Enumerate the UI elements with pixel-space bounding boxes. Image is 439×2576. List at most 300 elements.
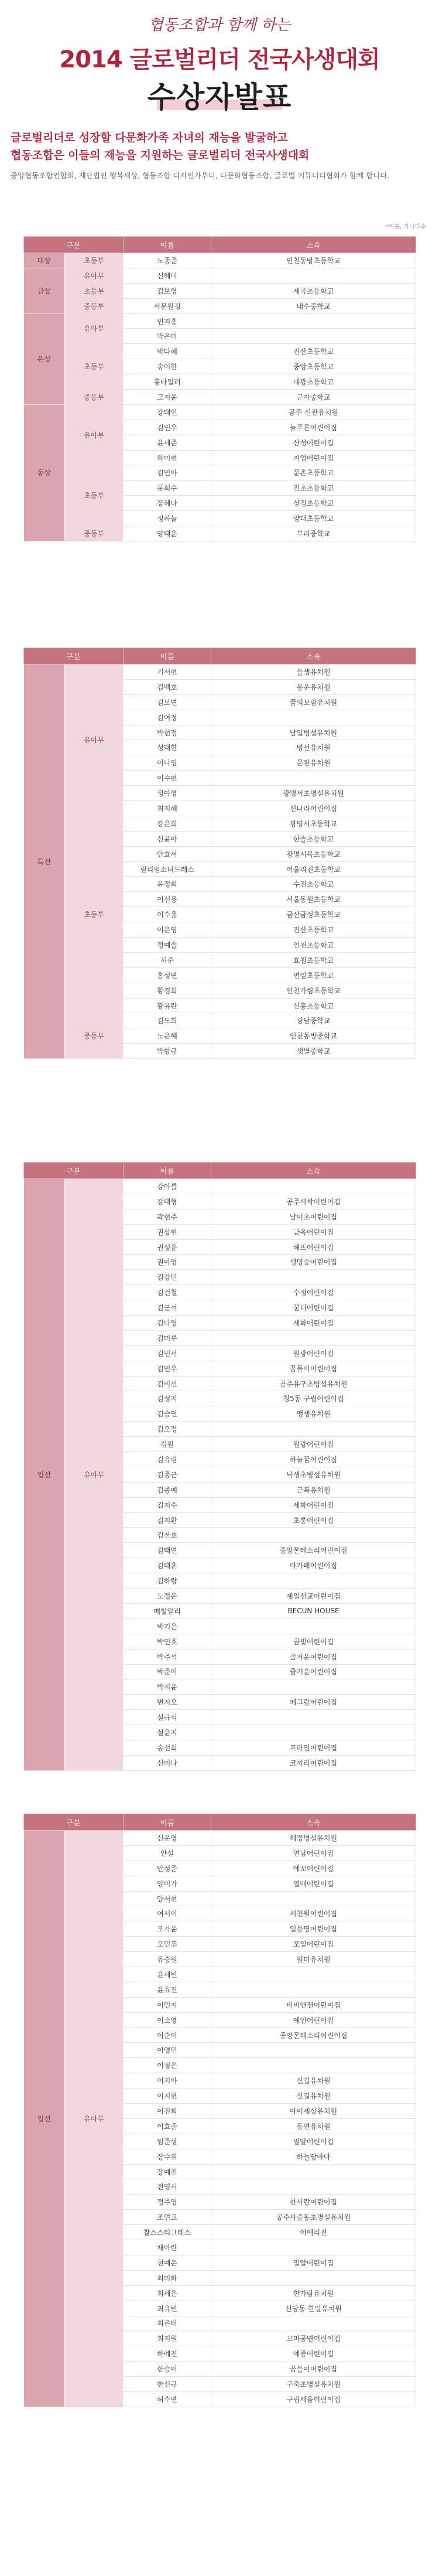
affiliation-cell: 꿈돌이어린이집 (211, 1361, 416, 1376)
affiliation-header: 소속 (211, 648, 416, 665)
page-title (0, 74, 439, 116)
award-cell: 입선 (24, 1179, 65, 1771)
affiliation-cell: 면일초등학교 (211, 967, 416, 983)
affiliation-cell: 인천동방초등학교 (211, 253, 416, 268)
affiliation-cell: 신길유치원 (211, 2088, 416, 2104)
affiliation-cell: 한솔초등학교 (211, 831, 416, 846)
winner-name-cell: 김민아 (124, 465, 211, 481)
affiliation-cell: 어울리진초등학교 (211, 861, 416, 877)
winner-name-cell: 박다혜 (124, 344, 211, 359)
affiliation-cell: 낙생초병설유치원 (211, 1467, 416, 1482)
affiliation-cell: 밀알어린이집 (211, 2134, 416, 2149)
affiliation-cell: 수정어린이집 (211, 1285, 416, 1300)
affiliation-cell (211, 1679, 416, 1695)
winner-name-cell: 양태운 (124, 526, 211, 541)
affiliation-cell: 프라임어린이집 (211, 1740, 416, 1755)
affiliation-cell: 열매어린이집 (211, 1876, 416, 1891)
winner-name-cell: 임준성 (124, 2134, 211, 2149)
division-cell: 유아부 (65, 404, 124, 465)
winner-name-cell: 이수용 (124, 907, 211, 922)
winner-name-cell: 허수연 (124, 2391, 211, 2407)
winner-name-cell: 이나영 (124, 755, 211, 771)
winner-name-cell: 박민호 (124, 1634, 211, 1649)
winner-name-cell: 이효준 (124, 2118, 211, 2134)
affiliation-cell: 세화어린이집 (211, 1497, 416, 1512)
affiliation-cell: 인천가림초등학교 (211, 983, 416, 998)
winner-name-cell: 오민후 (124, 1937, 211, 1952)
affiliation-cell: BECUN HOUSE (211, 1603, 416, 1618)
winner-name-cell: 장예진 (124, 2164, 211, 2179)
table-row (24, 268, 416, 283)
affiliation-cell: 남일병설유치원 (211, 725, 416, 740)
winner-name-cell: 김백호 (124, 679, 211, 694)
affiliation-cell: 지엄어린이집 (211, 450, 416, 465)
affiliation-cell: 원광어린이집 (211, 1437, 416, 1452)
affiliation-cell (211, 1179, 416, 1194)
winner-name-cell: 한승이 (124, 2362, 211, 2377)
winner-name-cell: 송이한 (124, 359, 211, 374)
award-cell: 대상 (24, 253, 65, 268)
affiliation-cell: 초롱어린이집 (211, 1512, 416, 1528)
winner-name-cell: 채아란 (124, 2240, 211, 2255)
winner-name-cell: 양미가 (124, 1876, 211, 1891)
winner-name-cell: 박향규 (124, 1044, 211, 1059)
affiliation-cell (211, 2270, 416, 2285)
winner-name-cell: 안효서 (124, 846, 211, 861)
affiliation-cell: 중앙몬테소리어린이집 (211, 2028, 416, 2043)
table-row (24, 314, 416, 329)
affiliation-cell: 진산초등학교 (211, 344, 416, 359)
winner-name-cell: 박현정 (124, 725, 211, 740)
sponsor-text: 중앙협동조합연합회, 재단법인 행복세상, 협동조합 디자인가우디, 다문화협동조합, 글로벌 커뮤니티협회가 함께 합니다. (11, 171, 390, 180)
affiliation-cell: 광명시목초등학교 (211, 846, 416, 861)
winner-name-cell: 이민지 (124, 1997, 211, 2012)
affiliation-cell (211, 710, 416, 725)
table-row (24, 283, 416, 298)
affiliation-cell: 생명숲어린이집 (211, 1255, 416, 1270)
affiliation-cell: 아이세상유치원 (211, 2104, 416, 2119)
affiliation-cell (211, 1725, 416, 1740)
affiliation-cell: 병선유치원 (211, 740, 416, 755)
affiliation-cell: 한가람유치원 (211, 2285, 416, 2301)
winner-name-cell: 문희수 (124, 481, 211, 496)
winner-name-cell: 오가윤 (124, 1921, 211, 1937)
winners-table (23, 1162, 416, 1771)
winner-name-cell: 고지윤 (124, 390, 211, 405)
winner-name-cell: 박지윤 (124, 1679, 211, 1695)
affiliation-cell: 꿈의보람유치원 (211, 694, 416, 710)
affiliation-cell: 늘푸른어린이집 (211, 420, 416, 435)
winner-name-cell: 김민우 (124, 1361, 211, 1376)
table-row (24, 404, 416, 420)
affiliation-cell (211, 2316, 416, 2331)
winner-name-cell: 이수현 (124, 771, 211, 786)
affiliation-cell: 세곡초등학교 (211, 283, 416, 298)
affiliation-cell: 구립세움어린이집 (211, 2391, 416, 2407)
affiliation-cell: 문촌초등학교 (211, 465, 416, 481)
winner-name-cell: 김군석 (124, 1300, 211, 1316)
affiliation-cell: 광남중학교 (211, 1013, 416, 1028)
winner-name-cell: 홍타일러 (124, 374, 211, 390)
winner-name-cell: 이정은 (124, 2058, 211, 2073)
division-cell: 초등부 (65, 283, 124, 298)
winner-name-cell: 찰스스티그레스 (124, 2225, 211, 2240)
winner-name-cell: 김하랑 (124, 1573, 211, 1589)
winner-name-cell: 정아영 (124, 786, 211, 801)
winner-name-cell: 설규석 (124, 1710, 211, 1725)
affiliation-cell: 세화어린이집 (211, 1316, 416, 1331)
winner-name-cell: 메혈알리 (124, 1603, 211, 1618)
division-cell: 유아부 (65, 314, 124, 344)
affiliation-cell (211, 1982, 416, 1997)
winner-name-cell: 이순이 (124, 2028, 211, 2043)
winner-name-cell: 장수위 (124, 2149, 211, 2164)
sort-note: *이름, 가나다순 (385, 224, 426, 230)
winner-name-cell: 최지혜 (124, 801, 211, 816)
winner-name-cell: 민지홍 (124, 314, 211, 329)
affiliation-cell: 인천초등학교 (211, 938, 416, 953)
affiliation-cell: 코끼리어린이집 (211, 1755, 416, 1770)
winner-name-cell: 허준 (124, 952, 211, 967)
affiliation-cell: 꿈돌이어린이집 (211, 2362, 416, 2377)
affiliation-cell: 용운유치원 (211, 679, 416, 694)
winner-name-cell: 조연교 (124, 2210, 211, 2225)
affiliation-cell: 금옥어린이집 (211, 1224, 416, 1239)
winners-table (23, 648, 416, 1059)
affiliation-cell (211, 1270, 416, 1285)
winner-name-cell: 하예진 (124, 2346, 211, 2362)
winner-name-cell: 천예은 (124, 2255, 211, 2270)
winner-name-cell: 강대인 (124, 404, 211, 420)
winner-name-cell: 김지수 (124, 1497, 211, 1512)
affiliation-cell: 신흥초등학교 (211, 998, 416, 1013)
affiliation-cell: 제일선교어린이집 (211, 1589, 416, 1604)
winner-name-cell: 이선용 (124, 892, 211, 907)
affiliation-cell (211, 1967, 416, 1982)
affiliation-cell: 양대초등학교 (211, 511, 416, 526)
winner-name-cell: 한신규 (124, 2377, 211, 2392)
category-header: 구분 (24, 648, 124, 665)
winner-name-cell: 최미화 (124, 2270, 211, 2285)
winners-table (23, 1814, 416, 2407)
affiliation-cell: 공주사중동초병설유치원 (211, 2210, 416, 2225)
winner-name-cell: 김유림 (124, 1452, 211, 1467)
winner-name-cell: 릴리엄소녀드레스 (124, 861, 211, 877)
affiliation-cell: 예인어린이집 (211, 2012, 416, 2028)
winner-name-cell: 윤효진 (124, 1982, 211, 1997)
winner-name-cell: 최세은 (124, 2285, 211, 2301)
affiliation-cell: 하늘땅바다 (211, 2149, 416, 2164)
winner-name-cell: 박기은 (124, 1618, 211, 1634)
affiliation-cell: 맹생유치원 (211, 1406, 416, 1422)
winner-name-cell: 안설 (124, 1845, 211, 1861)
affiliation-cell: 광명서초병설유치원 (211, 786, 416, 801)
division-cell: 초등부 (65, 816, 124, 1013)
winner-name-cell: 윤정희 (124, 877, 211, 892)
division-cell: 중등부 (65, 1013, 124, 1059)
winner-name-cell: 김지환 (124, 1512, 211, 1528)
affiliation-cell: 금빛어린이집 (211, 1634, 416, 1649)
affiliation-cell: 공주새싹어린이집 (211, 1194, 416, 1209)
name-header: 이름 (124, 1163, 211, 1179)
winner-name-cell: 최유빈 (124, 2301, 211, 2316)
winner-name-cell: 박준이 (124, 1664, 211, 1679)
affiliation-cell: 대광초등학교 (211, 374, 416, 390)
winner-name-cell: 김원 (124, 1437, 211, 1452)
winner-name-cell: 이지현 (124, 2088, 211, 2104)
table-row (24, 1831, 416, 1846)
affiliation-cell (211, 2179, 416, 2195)
affiliation-cell: 서울동원초등학교 (211, 892, 416, 907)
winner-name-cell: 최은비 (124, 2316, 211, 2331)
award-cell: 은상 (24, 314, 65, 404)
winner-name-cell: 김승연 (124, 1406, 211, 1422)
winner-name-cell: 김비선 (124, 1376, 211, 1391)
winner-name-cell: 송선희 (124, 1740, 211, 1755)
affiliation-cell: 신당동 한일유치원 (211, 2301, 416, 2316)
winner-name-cell: 기서현 (124, 665, 211, 680)
affiliation-cell: 산성어린이집 (211, 435, 416, 450)
affiliation-cell: 페그랑어린이집 (211, 1695, 416, 1710)
affiliation-cell: 비비앤젠어린이집 (211, 1997, 416, 2012)
winner-name-cell: 유승원 (124, 1952, 211, 1967)
affiliation-cell (211, 1710, 416, 1725)
affiliation-cell: 문광유치원 (211, 755, 416, 771)
winner-name-cell: 노정은 (124, 1589, 211, 1604)
affiliation-cell: 샛별중학교 (211, 1044, 416, 1059)
affiliation-header: 소속 (211, 1163, 416, 1179)
affiliation-cell: 청5동 구립어린이집 (211, 1391, 416, 1406)
affiliation-cell: 중앙몬테소리어린이집 (211, 1543, 416, 1558)
name-header: 이름 (124, 648, 211, 665)
table-row (24, 390, 416, 405)
winner-name-cell: 장혜나 (124, 496, 211, 511)
division-cell: 유아부 (65, 1831, 124, 2407)
name-header: 이름 (124, 237, 211, 253)
winner-name-cell: 김미루 (124, 1330, 211, 1345)
division-cell: 유아부 (65, 268, 124, 283)
winner-name-cell: 김건철 (124, 1285, 211, 1300)
winner-name-cell: 신윤아 (124, 831, 211, 846)
table-header-row (24, 237, 416, 253)
winner-name-cell: 이진희 (124, 2104, 211, 2119)
winner-name-cell: 이영민 (124, 2043, 211, 2058)
award-cell: 입선 (24, 1831, 65, 2407)
division-cell: 유아부 (65, 1179, 124, 1771)
affiliation-cell: 동연유치원 (211, 2118, 416, 2134)
affiliation-cell (211, 2164, 416, 2179)
award-cell: 동상 (24, 404, 65, 541)
winner-name-cell: 권아영 (124, 1255, 211, 1270)
page-header (0, 0, 439, 230)
affiliation-cell: 아가페어린이집 (211, 1558, 416, 1573)
affiliation-cell: 예꼬어린이집 (211, 1861, 416, 1876)
affiliation-cell: 즐거운어린이집 (211, 1649, 416, 1664)
affiliation-cell: 진산초등학교 (211, 922, 416, 938)
winner-name-cell: 윤세준 (124, 435, 211, 450)
affiliation-cell: 해뜨어린이집 (211, 1239, 416, 1255)
affiliation-cell (211, 1618, 416, 1634)
affiliation-cell: 공주 신관유치원 (211, 404, 416, 420)
winners-table (23, 236, 416, 541)
winner-name-cell: 노종준 (124, 253, 211, 268)
name-header: 이름 (124, 1814, 211, 1831)
affiliation-cell (211, 2058, 416, 2073)
affiliation-cell: 서천월어린이집 (211, 1906, 416, 1921)
category-header: 구분 (24, 237, 124, 253)
winner-name-cell: 박주석 (124, 1649, 211, 1664)
winner-name-cell: 최지원 (124, 2331, 211, 2346)
division-cell: 중등부 (65, 298, 124, 314)
winner-name-cell: 김성지 (124, 1391, 211, 1406)
affiliation-cell: 한사랑어린이집 (211, 2195, 416, 2210)
intro-line-1: 글로벌리더로 성장할 다문화가족 자녀의 재능을 발굴하고 (11, 131, 288, 144)
winner-name-cell: 여서이 (124, 1906, 211, 1921)
winner-name-cell: 이은영 (124, 922, 211, 938)
affiliation-cell: 원광어린이집 (211, 1345, 416, 1361)
winner-name-cell: 서문원정 (124, 298, 211, 314)
header-kicker: 협동조합과 함께 하는 (148, 16, 291, 34)
affiliation-cell (211, 1528, 416, 1543)
affiliation-cell: 진초초등학교 (211, 481, 416, 496)
affiliation-cell (211, 1422, 416, 1437)
division-cell: 초등부 (65, 253, 124, 268)
winner-name-cell: 안성준 (124, 1861, 211, 1876)
winner-name-cell: 강은희 (124, 816, 211, 831)
page-title-text: 수상자발표 (147, 80, 292, 114)
affiliation-cell: 수진초등학교 (211, 877, 416, 892)
winner-name-cell: 정주영 (124, 2195, 211, 2210)
table-header-row (24, 1814, 416, 1831)
winner-name-cell: 권상현 (124, 1224, 211, 1239)
table-header-row (24, 648, 416, 665)
winner-name-cell: 권성윤 (124, 1239, 211, 1255)
table-row (24, 344, 416, 359)
division-cell: 초등부 (65, 344, 124, 390)
winner-name-cell: 양서현 (124, 1891, 211, 1906)
affiliation-cell: 근복유치원 (211, 1482, 416, 1497)
winner-name-cell: 신미나 (124, 1755, 211, 1770)
winner-name-cell: 신운영 (124, 1831, 211, 1846)
winner-name-cell: 황유란 (124, 998, 211, 1013)
affiliation-cell (211, 1891, 416, 1906)
affiliation-cell: 밀알어린이집 (211, 2255, 416, 2270)
winner-name-cell: 하미현 (124, 450, 211, 465)
affiliation-cell: 들샘유치원 (211, 665, 416, 680)
table-row (24, 465, 416, 481)
winner-name-cell: 김종예 (124, 1482, 211, 1497)
affiliation-cell (211, 2043, 416, 2058)
affiliation-cell: 일등명어린이집 (211, 1921, 416, 1937)
winner-name-cell: 정하늘 (124, 511, 211, 526)
winner-name-cell: 변지오 (124, 1695, 211, 1710)
winner-name-cell: 박은미 (124, 329, 211, 344)
division-cell: 유아부 (65, 665, 124, 816)
winner-name-cell: 김종근 (124, 1467, 211, 1482)
division-cell: 중등부 (65, 390, 124, 405)
affiliation-cell: 남이초어린이집 (211, 1209, 416, 1224)
affiliation-cell: 하늘꿈어린이집 (211, 1452, 416, 1467)
table-row (24, 665, 416, 680)
winner-name-cell: 김태훈 (124, 1558, 211, 1573)
winner-name-cell: 김강민 (124, 1270, 211, 1285)
intro-line-2: 협동조합은 이들의 재능을 지원하는 글로벌리더 전국사생대회 (11, 149, 310, 162)
affiliation-cell (211, 2240, 416, 2255)
winner-name-cell: 곽현주 (124, 1209, 211, 1224)
table-row (24, 253, 416, 268)
winner-name-cell: 노은혜 (124, 1028, 211, 1044)
table-row (24, 816, 416, 831)
affiliation-cell (211, 329, 416, 344)
affiliation-cell: 중앙초등학교 (211, 359, 416, 374)
affiliation-cell: 어예리진 (211, 2225, 416, 2240)
winner-name-cell: 김찬호 (124, 1528, 211, 1543)
winner-name-cell: 김태연 (124, 1543, 211, 1558)
affiliation-cell: 꼬마공연어린이집 (211, 2331, 416, 2346)
affiliation-cell: 광명서초등학교 (211, 816, 416, 831)
affiliation-cell (211, 1573, 416, 1589)
award-cell: 금상 (24, 268, 65, 314)
winner-name-cell: 김다영 (124, 1316, 211, 1331)
affiliation-cell: 꿈터어린이집 (211, 1300, 416, 1316)
affiliation-cell: 부리중학교 (211, 526, 416, 541)
winner-name-cell: 김도희 (124, 1013, 211, 1028)
winner-name-cell: 강아름 (124, 1179, 211, 1194)
table-row (24, 298, 416, 314)
winner-name-cell: 홍성연 (124, 967, 211, 983)
winner-name-cell: 김오정 (124, 1422, 211, 1437)
winner-name-cell: 신혜미 (124, 268, 211, 283)
winner-name-cell: 정예솔 (124, 938, 211, 953)
affiliation-cell (211, 771, 416, 786)
winner-name-cell: 윤세빈 (124, 1967, 211, 1982)
table-row (24, 1013, 416, 1028)
division-cell: 중등부 (65, 526, 124, 541)
affiliation-cell: 군자중학교 (211, 390, 416, 405)
affiliation-cell: 원미유치원 (211, 1952, 416, 1967)
winner-name-cell: 황경희 (124, 983, 211, 998)
winner-name-cell: 강태형 (124, 1194, 211, 1209)
affiliation-cell: 인천동방중학교 (211, 1028, 416, 1044)
winner-name-cell: 전영서 (124, 2179, 211, 2195)
affiliation-cell: 해정병설유치원 (211, 1831, 416, 1846)
affiliation-cell: 예증어린이집 (211, 2346, 416, 2362)
affiliation-cell: 금산금성초등학교 (211, 907, 416, 922)
affiliation-cell (211, 268, 416, 283)
winner-name-cell: 이지아 (124, 2073, 211, 2088)
winner-name-cell: 김보영 (124, 283, 211, 298)
winner-name-cell: 김민우 (124, 420, 211, 435)
affiliation-cell: 구축초병설유치원 (211, 2377, 416, 2392)
winner-name-cell: 이소영 (124, 2012, 211, 2028)
affiliation-cell: 신길유치원 (211, 2073, 416, 2088)
affiliation-cell: 공주유구초병설유치원 (211, 1376, 416, 1391)
winner-name-cell: 김보연 (124, 694, 211, 710)
affiliation-header: 소속 (211, 1814, 416, 1831)
affiliation-cell: 포일어린이집 (211, 1937, 416, 1952)
winner-name-cell: 성대한 (124, 740, 211, 755)
table-row (24, 1179, 416, 1194)
affiliation-cell: 내수중학교 (211, 298, 416, 314)
winner-name-cell: 김민서 (124, 1345, 211, 1361)
award-cell: 특선 (24, 665, 65, 1059)
division-cell: 초등부 (65, 465, 124, 526)
table-header-row (24, 1163, 416, 1179)
affiliation-cell (211, 314, 416, 329)
affiliation-cell: 효원초등학교 (211, 952, 416, 967)
winner-name-cell: 설윤지 (124, 1725, 211, 1740)
winner-name-cell: 김여정 (124, 710, 211, 725)
